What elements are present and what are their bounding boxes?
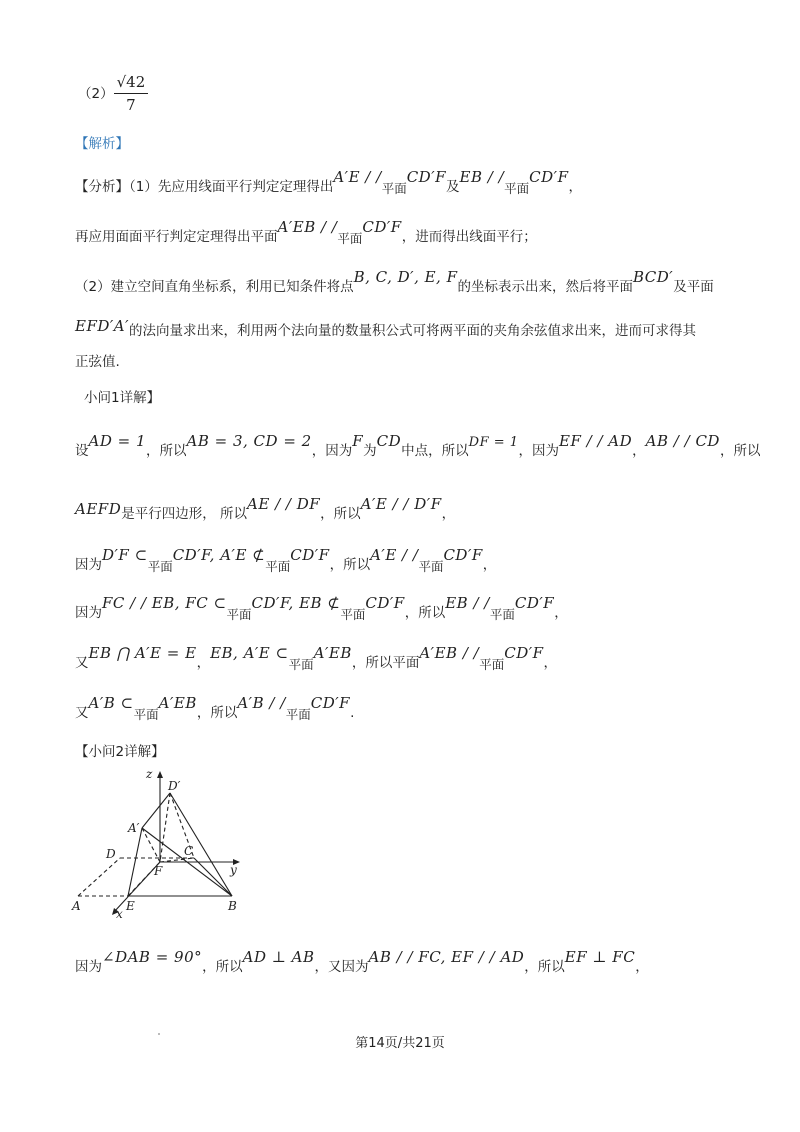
text: （2）建立空间直角坐标系，利用已知条件将点 (75, 279, 354, 295)
math: CD′F (365, 594, 405, 612)
part1-line-4 (75, 594, 568, 623)
analysis-line-3 (75, 268, 714, 297)
math: CD′F (310, 694, 351, 712)
math: AD ⊥ AB (242, 948, 315, 966)
math: A′EB (158, 694, 197, 712)
math: A′EB (313, 644, 352, 662)
text: ， (632, 443, 646, 459)
text: . (350, 705, 355, 721)
text: 设 (75, 443, 89, 459)
text: 平面 (489, 607, 515, 622)
label-y: y (230, 863, 237, 877)
part1-line-6 (75, 694, 355, 723)
text: ， (482, 557, 497, 573)
edge-Dp-B (170, 793, 232, 896)
text: ，所以 (196, 705, 238, 721)
math: A′E / / D′F (360, 495, 442, 513)
math: CD′F, EB ⊄ (251, 594, 341, 612)
label-C: C (184, 844, 194, 858)
text: ，进而得出线面平行； (401, 229, 537, 245)
math: CD′F (443, 546, 483, 564)
analysis-line-1 (75, 168, 582, 197)
label-A: A (72, 899, 81, 913)
text: ，所以 (524, 959, 565, 975)
math: AB / / FC, EF / / AD (368, 948, 525, 966)
part2-line-1 (75, 948, 649, 977)
math: EB ⋂ A′E = E (88, 644, 197, 662)
answer-2 (78, 72, 148, 115)
text: 平面 (285, 707, 311, 722)
math: EB / / (459, 168, 505, 186)
math: BCD′ (633, 268, 674, 286)
label-Ap: A′ (128, 821, 140, 835)
label-z: z (146, 767, 153, 781)
text: ，所以 (404, 605, 446, 621)
part1-line-2 (75, 495, 456, 524)
math: B, C, D′, E, F (353, 268, 458, 286)
part1-line-3 (75, 546, 497, 575)
analysis-line-5: 正弦值. (75, 354, 120, 370)
text: 的法向量求出来，利用两个法向量的数量积公式可将两平面的夹角余弦值求出来，进而可求得其 (129, 323, 697, 339)
math: CD′F (514, 594, 555, 612)
text: 平面 (147, 559, 173, 574)
part1-line-5 (75, 644, 558, 673)
analysis-line-4 (75, 317, 697, 341)
math: DF = 1 (468, 435, 519, 450)
text: ，所以 (146, 443, 187, 459)
text: ， (196, 655, 211, 671)
math: AB = 3, CD = 2 (186, 432, 312, 450)
text: 平面 (265, 559, 291, 574)
text: 中点，所以 (401, 443, 469, 459)
text: ，所以 (719, 443, 761, 459)
text: ，因为 (518, 443, 560, 459)
math: CD′F (504, 644, 544, 662)
math: AB / / CD (645, 432, 720, 450)
text: 再应用面面平行判定定理得出平面 (75, 229, 278, 245)
text: ，所以 (329, 557, 371, 573)
text: 平面 (479, 657, 505, 672)
text: 是平行四边形， 所以 (121, 506, 248, 522)
math: CD′F (290, 546, 330, 564)
text: 因为 (75, 557, 102, 573)
math: CD (376, 432, 402, 450)
edge-Ap-E (128, 828, 142, 896)
analysis-header: 【解析】 (75, 136, 129, 152)
text: ， (554, 605, 568, 621)
answer-2-fraction (114, 72, 149, 115)
label-E: E (126, 899, 135, 913)
label-F: F (154, 864, 163, 878)
text: ，又因为 (314, 959, 369, 975)
label-B: B (228, 899, 237, 913)
math: EB / / (445, 594, 490, 612)
text: 为 (363, 443, 377, 459)
fraction-denominator: 7 (126, 96, 136, 114)
math: D′F ⊂ (102, 546, 148, 564)
text: 平面 (418, 559, 444, 574)
text: 及平面 (673, 279, 714, 295)
text: ，所以平面 (351, 655, 420, 671)
text: 及 (446, 179, 460, 195)
math: F (352, 432, 364, 450)
math: A′E / / (333, 168, 382, 186)
text: 平面 (288, 657, 314, 672)
z-arrow (157, 771, 163, 778)
math: AE / / DF (247, 495, 321, 513)
math: EF / / AD (559, 432, 633, 450)
page-footer: 第14页/共21页 (355, 1036, 445, 1051)
text: ， (543, 655, 558, 671)
label-x: x (116, 907, 123, 921)
text: 平面 (340, 607, 366, 622)
text: 平面 (381, 181, 407, 196)
geometry-figure (70, 762, 250, 922)
part2-header: 【小问2详解】 (75, 744, 165, 760)
text: ， (635, 959, 649, 975)
text: ，所以 (320, 506, 361, 522)
edge-F-C (160, 858, 194, 862)
text: 平面 (226, 607, 252, 622)
text: 又 (75, 655, 89, 671)
math: A′B / / (237, 694, 286, 712)
text: 又 (75, 705, 89, 721)
text: 的坐标表示出来，然后将平面 (457, 279, 633, 295)
text: 【分析】（1）先应用线面平行判定定理得出 (75, 179, 334, 195)
text: ， (568, 179, 582, 195)
edge-Ap-F (142, 828, 160, 862)
label-D: D (106, 847, 116, 861)
text: ， (441, 506, 456, 522)
analysis-line-2 (75, 218, 537, 247)
math: CD′F (406, 168, 447, 186)
text: 因为 (75, 605, 102, 621)
math: A′E / / (370, 546, 419, 564)
text: ，因为 (311, 443, 353, 459)
text: 因为 (75, 959, 102, 975)
answer-2-label: （2） (78, 85, 114, 102)
math: EFD′A′ (75, 317, 130, 335)
fraction-numerator: √42 (114, 72, 149, 94)
part1-header: 小问1详解】 (84, 390, 161, 406)
math: CD′F (362, 218, 402, 236)
edge-A-D (78, 858, 120, 896)
math: CD′F, A′E ⊄ (172, 546, 266, 564)
math: EF ⊥ FC (564, 948, 636, 966)
math: AD = 1 (88, 432, 147, 450)
text: ，所以 (202, 959, 243, 975)
math: FC / / EB, FC ⊂ (102, 594, 227, 612)
math: EB, A′E ⊂ (210, 644, 289, 662)
math: CD′F (529, 168, 569, 186)
math: ∠DAB = 90° (102, 948, 203, 966)
math: A′EB / / (277, 218, 338, 236)
text: 平面 (504, 181, 530, 196)
math: A′EB / / (419, 644, 480, 662)
math: A′B ⊂ (88, 694, 134, 712)
part1-line-1 (75, 432, 761, 462)
math: AEFD (75, 500, 122, 518)
text: 平面 (133, 707, 159, 722)
text: 平面 (337, 231, 363, 246)
label-Dp: D′ (168, 779, 181, 793)
